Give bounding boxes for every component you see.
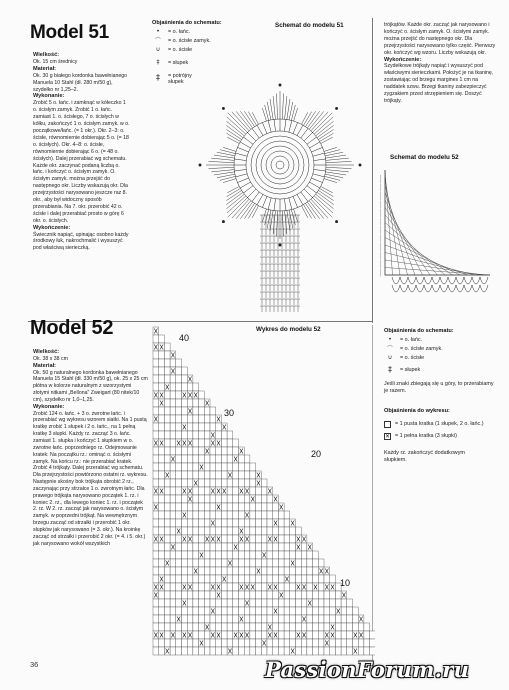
row-label-20: 20	[311, 449, 322, 459]
single-crochet-icon: ∪	[155, 46, 161, 53]
model-51-continued-text	[384, 22, 496, 105]
legend-text: = o. ścisłe zamyk.	[168, 37, 211, 44]
legend-item	[384, 365, 502, 374]
tr-crochet-icon: ‡	[156, 73, 160, 82]
size-label: Wielkość:	[33, 349, 60, 355]
material-value: Ok. 50 g naturalnego kordonka bawełnianego Manuela 15 Stahl (dł. 330 m/50 g), ok. 25 x 25 cm płótna w kolorze naturalnym z wzorzystymi złotymi nitkami „Bellona" Zweigart (80 nitek/10 cm), szydełko nr 1,0–1,25.	[33, 369, 148, 403]
chain-stitch-icon: •	[388, 336, 392, 343]
slip-stitch-icon: ⌒	[386, 346, 393, 353]
chain-stitch-icon: •	[156, 28, 160, 35]
size-value: Ok. 15 cm średnicy	[33, 58, 78, 65]
double-crochet-icon: ‡	[388, 365, 392, 374]
material-label: Materiał:	[33, 65, 57, 72]
single-crochet-icon: ∪	[387, 354, 393, 361]
continued-finish-label: Wykończenie:	[384, 56, 422, 63]
legend-text: = słupek	[168, 59, 189, 66]
row-label-30: 30	[224, 408, 235, 418]
legend-text: = o. ścisłe	[400, 354, 425, 361]
finish-label: Wykończenie:	[33, 224, 71, 231]
column-divider-top	[372, 18, 373, 323]
legend-text: = 1 pusta kratka (1 słupek, 2 o. łańc.)	[395, 421, 484, 427]
model-51-title: Model 51	[30, 22, 109, 43]
watermark: PassionForum.ru	[265, 657, 470, 682]
chart-legend-item	[384, 418, 502, 430]
model-51-doily-diagram	[190, 35, 370, 317]
work-label: Wykonanie:	[33, 403, 65, 410]
legend-text: = o. łańc.	[400, 336, 423, 343]
size-label: Wielkość:	[33, 52, 60, 58]
legend-text: = słupek	[400, 366, 421, 373]
model-52-schema-title: Schemat do modelu 52	[390, 154, 459, 161]
finish-value: Świecznik napiąć, upinając osobno każdy środkowy łuk, nakrochmalić i wysuszyć pod właściwą sierieczką.	[33, 231, 129, 252]
legend-item	[384, 335, 502, 344]
material-label: Materiał:	[33, 362, 57, 369]
chart-legend-item	[384, 430, 502, 442]
continued-finish-value: Szydełkowe trójkąty napiąć i wysuszyć pod właściwymi sierieczkami. Położyć je na tkaninę, zostawiając od brzegu margines 1 cm na naddatek szwu. Brzegi tkaniny zabezpieczyć zygzakiem przed strzępieniem się. Doszyć trójkąty.	[384, 63, 494, 104]
stitch-note: Jeśli znaki zbiegają się u góry, to przerabiamy je razem.	[384, 381, 494, 394]
model-51-text	[33, 52, 131, 252]
chart-legend-title: Objaśnienia do wykresu:	[384, 408, 450, 414]
model-52-text	[33, 349, 148, 547]
legend-item	[384, 344, 502, 353]
filled-square-icon: ✕	[385, 433, 391, 440]
row-label-10: 10	[340, 578, 351, 588]
model-52-title: Model 52	[30, 317, 114, 339]
material-value: Ok. 30 g białego kordonka bawełnianego Manuela 10 Stahl (dł. 280 m/50 g), szydełko nr 1,25–2.	[33, 72, 128, 93]
work-value: Zrobić 124 o. łańc. + 3 o. zwrotne łańc. i przerabiać wg wykresu wzorem siatki. Na 1 pustą kratkę zrobić 1 słupek i 2 o. łańc., na 1 pełną kratkę 3 słupki. Każdy rz. zacząć 3 o. łańc. zamiast 1. słupka i kończyć 1 słupkiem w o. zwrotne łańc. poprzedniego rz. Odejmowanie kratek: Na początku rz.: ominąć o. ścisłymi zamyk. Na końcu rz.: nie przerabiać kratek. Zrobić 4 trójkąty. Dalej przerabiać wg schematu. Dla przejrzystości powtórzono ostatni rz. wykresu. Następnie skośny bok trójkąta obrobić 2 rz., zaczynając przy strzałce 1 o. zwrotnym łańc. Dla prawego trójkąta narysowano początek 1. rz. i koniec 2. rz., dla lewego koniec 1. rz. i początek 2. rz. W 2. rz. zacząć jak narysowano o. ścisłym zamyk. w poprzedni trójkąt. Na wewnętrznym brzegu zacząć od strzałki i przerobić 1 okr. słupków jak narysowano (= 3. okr.). Na kroinkę zacząć od strzałki i przerobić 2 okr. (= 4. i 5. okr.) jak narysowano wokół wszystkich	[33, 410, 148, 547]
double-crochet-icon: ‡	[156, 59, 160, 66]
row-label-40: 40	[179, 333, 190, 343]
legend-item	[384, 353, 502, 362]
size-value: Ok. 38 x 38 cm	[33, 355, 68, 362]
model-52-legend	[384, 328, 502, 464]
legend-text: = o. ścisłe zamyk.	[400, 345, 443, 352]
legend-text: = 1 pełna kratka (3 słupki)	[395, 433, 457, 439]
model-52-filet-chart	[150, 324, 375, 662]
work-value: Zrobić 5 o. łańc. i zamknąć w kółeczko 1 o. ścisłym zamyk. Zrobić 1 o. łańc. zamiast 1. o. ścisłego, 7 o. ścisłych w kółku, zakończyć 1 o. ścisłym zamyk. w o. początkowe/łańc. (= 1 okr.). Okr. 2–3: o. ścisłe, równomiernie dobierając 5 o. (= 18 o. ścisłych). Okr. 4–8: o. ścisłe, równomiernie dobierając 6 o. (= 48 o. ścisłych). Dalej przerabiać wg schematu. Każde okr. zaczynać podaną liczbą o. łańc. i kończyć o. ścisłym zamyk. O. ścisłym zamyk. można przejść do następnego okr. Liczby wskazują okr. Dla przejrzystości narysowano jeszcze raz 8. okr., aby był widoczny sposób przerabiania. Na 7. okr. przerobić 42 o. ścisłe i dalej przerabiać prosto w górę 6 okr. o. ścisłych.	[33, 100, 130, 224]
legend-text: = potrójny słupek	[168, 73, 192, 85]
slip-stitch-icon: ⌒	[154, 38, 161, 45]
continued-value: trójkątów. Każde okr. zacząć jak narysowano i kończyć o. ścisłym zamyk. O. ścisłymi zamyk. można przejść do następnego okr. Dla przejrzystości narysowano tylko część. Pierwszy okr. kończyć wg wzoru. Liczby wskazują okr.	[384, 22, 496, 56]
work-label: Wykonanie:	[33, 93, 65, 100]
model-52-chart-title: Wykres do modelu 52	[256, 326, 321, 333]
legend-text: = o. łańc.	[168, 28, 191, 35]
empty-square-icon	[384, 421, 391, 428]
legend-title: Objaśnienia do schematu:	[152, 20, 222, 26]
legend-title: Objaśnienia do schematu:	[384, 328, 454, 334]
page-number: 36	[30, 660, 39, 669]
row-end-note: Każdy rz. zakończyć dodatkowym słupkiem.	[384, 450, 465, 463]
model-51-chart-title: Schemat do modelu 51	[275, 22, 344, 29]
legend-text: = o. ścisłe	[168, 46, 193, 53]
model-52-schema-diagram	[380, 165, 505, 320]
